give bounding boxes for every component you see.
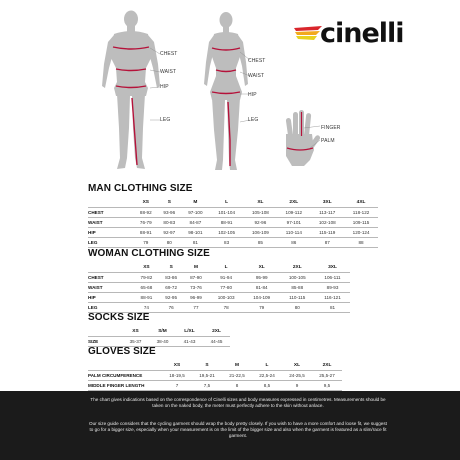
table-header-cell: 3XL <box>328 265 337 270</box>
table-cell: 105-108 <box>244 208 278 218</box>
table-header-cell: S <box>205 363 209 368</box>
row-label: HIP <box>88 228 134 238</box>
gloves-size-section <box>88 346 342 391</box>
woman-size-section <box>88 248 350 313</box>
table-cell: 87 <box>310 238 344 248</box>
table-header-cell: XS <box>132 329 139 334</box>
table-cell: 84-87 <box>181 218 210 228</box>
table-header-cell: XS <box>142 200 149 205</box>
hand-guides <box>304 124 322 148</box>
man-label-hip: HIP <box>160 84 169 90</box>
table-cell: 83-86 <box>159 273 184 283</box>
table-row <box>88 371 342 381</box>
table-cell: 104-109 <box>244 293 280 303</box>
table-cell: 76-79 <box>134 218 158 228</box>
table-header-cell: M <box>235 363 239 368</box>
table-cell: 100-105 <box>279 273 315 283</box>
table-row <box>88 303 350 313</box>
table-cell: 24-25,5 <box>282 371 312 381</box>
socks-size-title: SOCKS SIZE <box>88 312 150 323</box>
hand-label-palm: PALM <box>321 138 335 144</box>
gloves-size-table <box>88 361 342 391</box>
table-cell: 8,5 <box>252 381 282 391</box>
table-row <box>88 283 350 293</box>
table-cell: 120-124 <box>344 228 378 238</box>
table-row <box>88 273 350 283</box>
table-cell: 109-112 <box>277 208 310 218</box>
table-cell: 110-115 <box>279 293 315 303</box>
table-cell: 88 <box>344 238 378 248</box>
row-label: PALM CIRCUMFERENCE <box>88 371 162 381</box>
table-cell: 69-72 <box>159 283 184 293</box>
table-header-cell: S/M <box>158 329 167 334</box>
table-cell: 92-97 <box>158 228 182 238</box>
table-row <box>88 228 378 238</box>
row-label: LEG <box>88 303 134 313</box>
row-label: CHEST <box>88 208 134 218</box>
row-label: LEG <box>88 238 134 248</box>
table-cell: 44-45 <box>203 337 230 347</box>
table-cell: 81-84 <box>244 283 280 293</box>
table-cell: 7,5 <box>192 381 222 391</box>
row-label: CHEST <box>88 273 134 283</box>
table-header-cell: M <box>193 265 198 270</box>
woman-label-waist: WAIST <box>248 73 265 79</box>
note-fit: Our size guide considers that the cycling garment should wrap the body pretty closely. If you wish to have a more comfort and loose fit, we suggest to go for a bigger size, especially when your measurement is on the limit of the bigger size and also when the garment is featured as a slim/race fit garment. <box>89 421 387 438</box>
table-header-cell: L <box>224 265 228 270</box>
table-cell: 77-80 <box>208 283 244 293</box>
table-cell: 88-91 <box>134 293 159 303</box>
table-header-cell: XL <box>258 265 265 270</box>
table-header-cell: L <box>225 200 229 205</box>
table-header-cell: S <box>167 200 171 205</box>
table-row <box>88 218 378 228</box>
table-cell: 88-92 <box>134 208 158 218</box>
table-header-cell: S <box>169 265 173 270</box>
size-notes <box>0 391 460 460</box>
table-cell: 79 <box>134 238 158 248</box>
man-size-title: MAN CLOTHING SIZE <box>88 183 193 194</box>
woman-label-chest: CHEST <box>248 58 266 64</box>
table-row <box>88 337 230 347</box>
table-header-cell: XL <box>257 200 264 205</box>
table-cell: 88-91 <box>134 228 158 238</box>
table-cell: 96-99 <box>184 293 209 303</box>
table-header-cell: M <box>193 200 198 205</box>
table-header-row <box>88 198 378 208</box>
table-cell: 92-95 <box>159 293 184 303</box>
table-cell: 85-88 <box>279 283 315 293</box>
table-cell: 79-82 <box>134 273 159 283</box>
table-cell: 19,5-21 <box>192 371 222 381</box>
table-cell: 106-111 <box>315 273 350 283</box>
woman-size-title: WOMAN CLOTHING SIZE <box>88 248 210 259</box>
table-cell: 80-83 <box>158 218 182 228</box>
table-row <box>88 238 378 248</box>
table-header-cell: XS <box>173 363 181 368</box>
table-cell: 110-114 <box>277 228 310 238</box>
table-cell: 81 <box>181 238 210 248</box>
woman-size-table <box>88 263 350 313</box>
table-cell: 80 <box>279 303 315 313</box>
table-cell: 77 <box>184 303 209 313</box>
table-header-cell: 2XL <box>292 265 302 270</box>
table-cell: 73-76 <box>184 283 209 293</box>
table-header-cell: 2XL <box>289 200 299 205</box>
table-header-blank <box>88 263 134 273</box>
table-cell: 93-96 <box>158 208 182 218</box>
table-cell: 22,5-24 <box>252 371 282 381</box>
man-size-table <box>88 198 378 248</box>
row-label: WAIST <box>88 218 134 228</box>
table-header-row <box>88 361 342 371</box>
cinelli-logo <box>292 14 404 49</box>
table-cell: 89-93 <box>315 283 350 293</box>
table-cell: 35-37 <box>122 337 149 347</box>
row-label: SIZE <box>88 337 122 347</box>
table-cell: 78 <box>208 303 244 313</box>
table-cell: 38-40 <box>149 337 176 347</box>
hand-label-finger: FINGER <box>321 125 341 131</box>
table-header-row <box>88 263 350 273</box>
table-cell: 9,5 <box>312 381 342 391</box>
table-header-blank <box>88 198 134 208</box>
table-cell: 98-101 <box>181 228 210 238</box>
table-cell: 21-22,5 <box>222 371 252 381</box>
table-cell: 106-109 <box>244 228 278 238</box>
table-cell: 9 <box>282 381 312 391</box>
table-cell: 86 <box>277 238 310 248</box>
table-header-cell: 3XL <box>322 200 332 205</box>
row-label: WAIST <box>88 283 134 293</box>
table-cell: 81 <box>315 303 350 313</box>
socks-size-table <box>88 327 230 347</box>
table-cell: 7 <box>162 381 192 391</box>
table-header-blank <box>88 327 122 337</box>
table-cell: 65-68 <box>134 283 159 293</box>
table-cell: 118-122 <box>344 208 378 218</box>
table-cell: 92-96 <box>244 218 278 228</box>
table-cell: 116-121 <box>315 293 350 303</box>
table-header-cell: L/XL <box>184 329 195 334</box>
table-header-blank <box>88 361 162 371</box>
table-row <box>88 293 350 303</box>
table-cell: 95-99 <box>244 273 280 283</box>
table-cell: 102-108 <box>310 218 344 228</box>
table-cell: 101-104 <box>210 208 244 218</box>
man-label-waist: WAIST <box>160 69 177 75</box>
row-label: MIDDLE FINGER LENGTH <box>88 381 162 391</box>
woman-label-leg: LEG <box>248 117 259 123</box>
table-cell: 97-101 <box>277 218 310 228</box>
table-cell: 91-94 <box>208 273 244 283</box>
table-cell: 100-103 <box>208 293 244 303</box>
table-cell: 97-100 <box>181 208 210 218</box>
table-cell: 41-43 <box>176 337 203 347</box>
table-cell: 87-90 <box>184 273 209 283</box>
man-label-leg: LEG <box>160 117 171 123</box>
table-header-cell: XS <box>143 265 150 270</box>
table-header-cell: XL <box>293 363 301 368</box>
table-header-cell: 2XL <box>322 363 332 368</box>
note-measurement: The chart gives indications based on the correspondence of Cinelli sizes and body measures expressed in centimetres. Measurements should be taken on the naked body, the meter must perfectly adhere to the skin without anlace. <box>90 397 386 408</box>
table-header-row <box>88 327 230 337</box>
man-label-chest: CHEST <box>160 51 178 57</box>
table-cell: 115-119 <box>310 228 344 238</box>
brand-wordmark: cinelli <box>320 18 404 49</box>
table-cell: 85 <box>244 238 278 248</box>
table-cell: 8 <box>222 381 252 391</box>
woman-label-hip: HIP <box>248 92 257 98</box>
table-cell: 18-19,5 <box>162 371 192 381</box>
table-cell: 83 <box>210 238 244 248</box>
gloves-size-title: GLOVES SIZE <box>88 346 156 357</box>
table-cell: 79 <box>244 303 280 313</box>
table-cell: 113-117 <box>310 208 344 218</box>
row-label: HIP <box>88 293 134 303</box>
table-cell: 88-91 <box>210 218 244 228</box>
socks-size-section <box>88 312 230 347</box>
table-header-cell: 4XL <box>356 200 366 205</box>
table-cell: 109-115 <box>344 218 378 228</box>
table-cell: 25,5-27 <box>312 371 342 381</box>
table-cell: 74 <box>134 303 159 313</box>
table-header-cell: 2XL <box>212 329 221 334</box>
table-row <box>88 381 342 391</box>
man-size-section <box>88 183 378 248</box>
table-cell: 102-105 <box>210 228 244 238</box>
table-header-cell: L <box>265 363 269 368</box>
table-cell: 76 <box>159 303 184 313</box>
table-row <box>88 208 378 218</box>
table-cell: 80 <box>158 238 182 248</box>
